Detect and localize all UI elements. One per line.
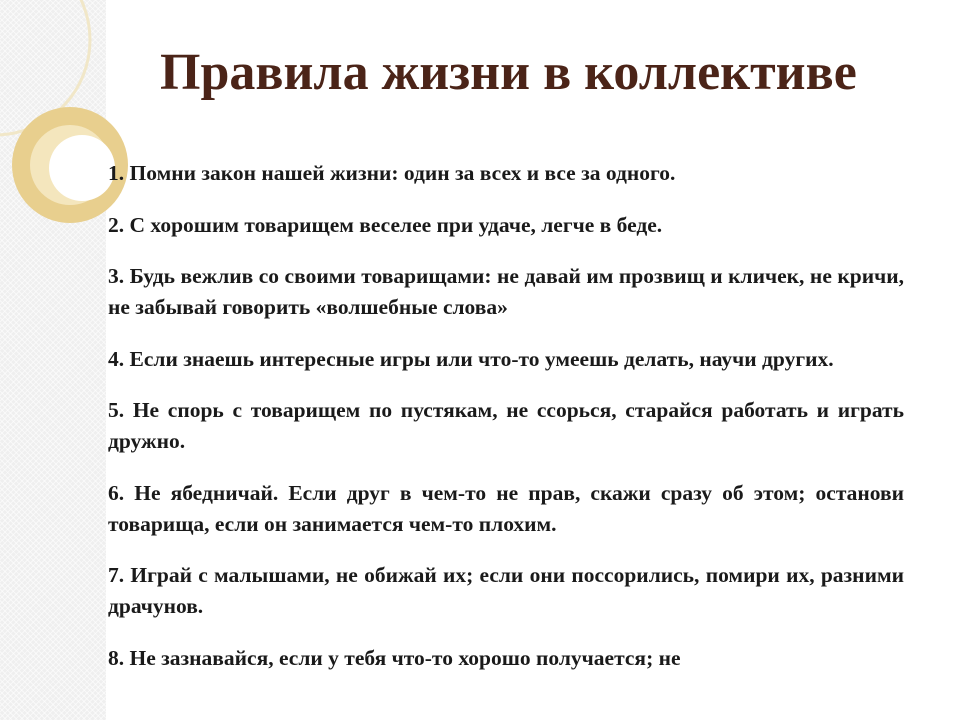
rules-list [108, 158, 904, 694]
rule-item-7: 7. Играй с малышами, не обижай их; если они поссорились, помири их, разними драчунов. [108, 563, 904, 618]
rule-item-6: 6. Не ябедничай. Если друг в чем-то не прав, скажи сразу об этом; останови товарища, если он занимается чем-то плохим. [108, 480, 904, 536]
gold-ring-hole [49, 135, 115, 201]
page-title: Правила жизни в коллективе [160, 44, 857, 101]
rule-item-8: 8. Не зазнавайся, если у тебя что-то хорошо получается; не [108, 645, 681, 670]
rule-item-1: 1. Помни закон нашей жизни: один за всех и все за одного. [108, 161, 676, 185]
rule-item-2: 2. С хорошим товарищем веселее при удаче, легче в беде. [108, 212, 663, 237]
rule-item-3: 3. Будь вежлив со своими товарищами: не давай им прозвищ и кличек, не кричи, не забывай говорить «волшебные слова» [108, 264, 904, 319]
rule-item-5: 5. Не спорь с товарищем по пустякам, не ссорься, старайся работать и играть дружно. [108, 398, 904, 453]
rule-item-4: 4. Если знаешь интересные игры или что-то умеешь делать, научи других. [108, 346, 834, 371]
